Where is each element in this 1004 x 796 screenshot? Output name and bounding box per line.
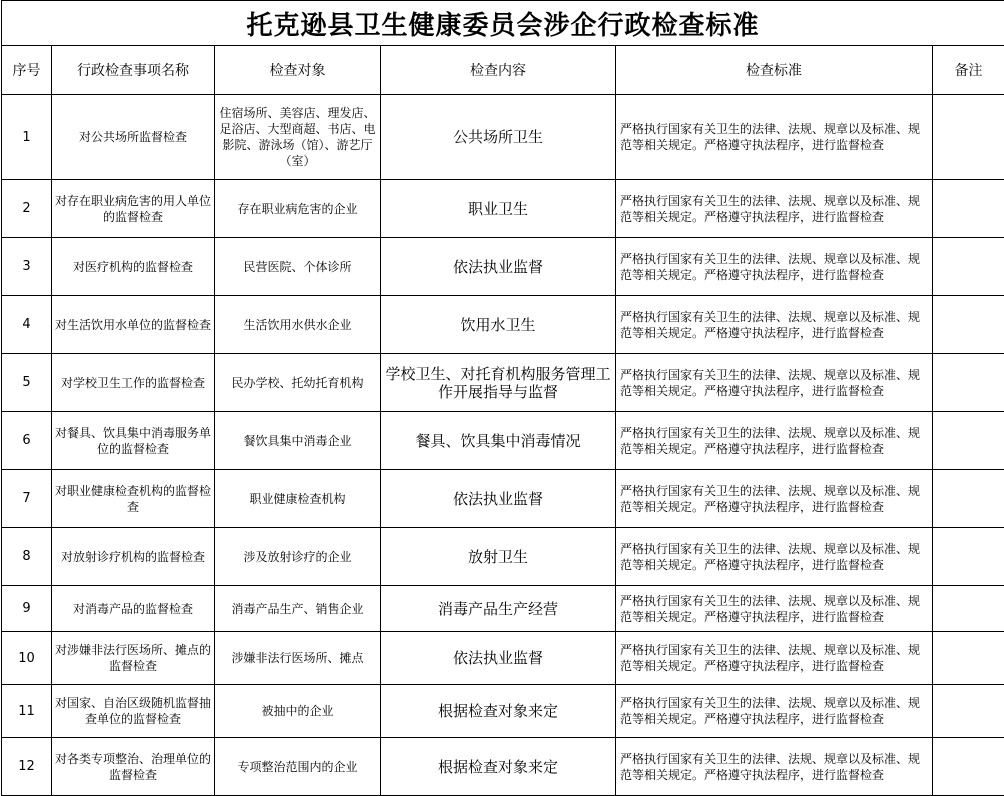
table-row xyxy=(2,528,1004,586)
table-row xyxy=(2,738,1004,796)
cell-content: 职业卫生 xyxy=(381,180,616,238)
cell-seq: 11 xyxy=(2,685,52,738)
title-row xyxy=(2,1,1004,46)
table-row xyxy=(2,238,1004,296)
cell-standard: 严格执行国家有关卫生的法律、法规、规章以及标准、规范等相关规定。严格遵守执法程序，进行监督检查 xyxy=(616,95,933,180)
table-row xyxy=(2,470,1004,528)
cell-target: 消毒产品生产、销售企业 xyxy=(215,586,381,632)
cell-seq: 5 xyxy=(2,354,52,412)
cell-note xyxy=(933,412,1004,470)
cell-standard: 严格执行国家有关卫生的法律、法规、规章以及标准、规范等相关规定。严格遵守执法程序，进行监督检查 xyxy=(616,528,933,586)
header-target: 检查对象 xyxy=(215,46,381,95)
cell-target: 专项整治范围内的企业 xyxy=(215,738,381,796)
cell-item-name: 对医疗机构的监督检查 xyxy=(52,238,215,296)
cell-content: 公共场所卫生 xyxy=(381,95,616,180)
cell-note xyxy=(933,296,1004,354)
cell-item-name: 对消毒产品的监督检查 xyxy=(52,586,215,632)
cell-content: 依法执业监督 xyxy=(381,632,616,685)
cell-content: 根据检查对象来定 xyxy=(381,738,616,796)
header-note: 备注 xyxy=(933,46,1004,95)
cell-standard: 严格执行国家有关卫生的法律、法规、规章以及标准、规范等相关规定。严格遵守执法程序，进行监督检查 xyxy=(616,238,933,296)
cell-seq: 6 xyxy=(2,412,52,470)
cell-item-name: 对各类专项整治、治理单位的监督检查 xyxy=(52,738,215,796)
header-standard: 检查标准 xyxy=(616,46,933,95)
cell-note xyxy=(933,685,1004,738)
table-row xyxy=(2,180,1004,238)
cell-content: 学校卫生、对托育机构服务管理工作开展指导与监督 xyxy=(381,354,616,412)
inspection-standards-table xyxy=(1,0,1004,796)
table-row xyxy=(2,95,1004,180)
cell-standard: 严格执行国家有关卫生的法律、法规、规章以及标准、规范等相关规定。严格遵守执法程序，进行监督检查 xyxy=(616,586,933,632)
cell-item-name: 对公共场所监督检查 xyxy=(52,95,215,180)
cell-seq: 4 xyxy=(2,296,52,354)
cell-content: 消毒产品生产经营 xyxy=(381,586,616,632)
table-row xyxy=(2,586,1004,632)
cell-item-name: 对职业健康检查机构的监督检查 xyxy=(52,470,215,528)
header-content: 检查内容 xyxy=(381,46,616,95)
cell-seq: 7 xyxy=(2,470,52,528)
cell-item-name: 对涉嫌非法行医场所、摊点的监督检查 xyxy=(52,632,215,685)
cell-seq: 2 xyxy=(2,180,52,238)
cell-content: 饮用水卫生 xyxy=(381,296,616,354)
cell-target: 住宿场所、美容店、理发店、足浴店、大型商超、书店、电影院、游泳场（馆）、游艺厅（室） xyxy=(215,95,381,180)
cell-item-name: 对放射诊疗机构的监督检查 xyxy=(52,528,215,586)
cell-target: 职业健康检查机构 xyxy=(215,470,381,528)
cell-target: 存在职业病危害的企业 xyxy=(215,180,381,238)
table-row xyxy=(2,632,1004,685)
cell-seq: 9 xyxy=(2,586,52,632)
document-title: 托克逊县卫生健康委员会涉企行政检查标准 xyxy=(2,1,1004,46)
cell-standard: 严格执行国家有关卫生的法律、法规、规章以及标准、规范等相关规定。严格遵守执法程序，进行监督检查 xyxy=(616,470,933,528)
table-row xyxy=(2,685,1004,738)
cell-note xyxy=(933,180,1004,238)
cell-seq: 10 xyxy=(2,632,52,685)
cell-note xyxy=(933,738,1004,796)
cell-note xyxy=(933,528,1004,586)
cell-note xyxy=(933,95,1004,180)
cell-item-name: 对存在职业病危害的用人单位的监督检查 xyxy=(52,180,215,238)
cell-target: 被抽中的企业 xyxy=(215,685,381,738)
cell-standard: 严格执行国家有关卫生的法律、法规、规章以及标准、规范等相关规定。严格遵守执法程序，进行监督检查 xyxy=(616,412,933,470)
table-row xyxy=(2,354,1004,412)
cell-note xyxy=(933,632,1004,685)
cell-note xyxy=(933,354,1004,412)
cell-standard: 严格执行国家有关卫生的法律、法规、规章以及标准、规范等相关规定。严格遵守执法程序，进行监督检查 xyxy=(616,354,933,412)
cell-seq: 1 xyxy=(2,95,52,180)
cell-standard: 严格执行国家有关卫生的法律、法规、规章以及标准、规范等相关规定。严格遵守执法程序，进行监督检查 xyxy=(616,180,933,238)
cell-item-name: 对餐具、饮具集中消毒服务单位的监督检查 xyxy=(52,412,215,470)
cell-item-name: 对生活饮用水单位的监督检查 xyxy=(52,296,215,354)
table-body xyxy=(2,95,1004,796)
cell-note xyxy=(933,470,1004,528)
cell-target: 生活饮用水供水企业 xyxy=(215,296,381,354)
cell-seq: 12 xyxy=(2,738,52,796)
cell-standard: 严格执行国家有关卫生的法律、法规、规章以及标准、规范等相关规定。严格遵守执法程序，进行监督检查 xyxy=(616,296,933,354)
cell-item-name: 对国家、自治区级随机监督抽查单位的监督检查 xyxy=(52,685,215,738)
cell-item-name: 对学校卫生工作的监督检查 xyxy=(52,354,215,412)
table-row xyxy=(2,412,1004,470)
header-row xyxy=(2,46,1004,95)
cell-target: 涉及放射诊疗的企业 xyxy=(215,528,381,586)
header-item-name: 行政检查事项名称 xyxy=(52,46,215,95)
cell-content: 餐具、饮具集中消毒情况 xyxy=(381,412,616,470)
cell-target: 涉嫌非法行医场所、摊点 xyxy=(215,632,381,685)
cell-seq: 3 xyxy=(2,238,52,296)
header-seq: 序号 xyxy=(2,46,52,95)
cell-note xyxy=(933,238,1004,296)
cell-seq: 8 xyxy=(2,528,52,586)
cell-content: 依法执业监督 xyxy=(381,238,616,296)
cell-content: 依法执业监督 xyxy=(381,470,616,528)
cell-content: 根据检查对象来定 xyxy=(381,685,616,738)
cell-standard: 严格执行国家有关卫生的法律、法规、规章以及标准、规范等相关规定。严格遵守执法程序，进行监督检查 xyxy=(616,738,933,796)
table-row xyxy=(2,296,1004,354)
cell-note xyxy=(933,586,1004,632)
cell-content: 放射卫生 xyxy=(381,528,616,586)
cell-target: 民办学校、托幼托育机构 xyxy=(215,354,381,412)
cell-target: 餐饮具集中消毒企业 xyxy=(215,412,381,470)
cell-standard: 严格执行国家有关卫生的法律、法规、规章以及标准、规范等相关规定。严格遵守执法程序，进行监督检查 xyxy=(616,685,933,738)
cell-target: 民营医院、个体诊所 xyxy=(215,238,381,296)
cell-standard: 严格执行国家有关卫生的法律、法规、规章以及标准、规范等相关规定。严格遵守执法程序，进行监督检查 xyxy=(616,632,933,685)
